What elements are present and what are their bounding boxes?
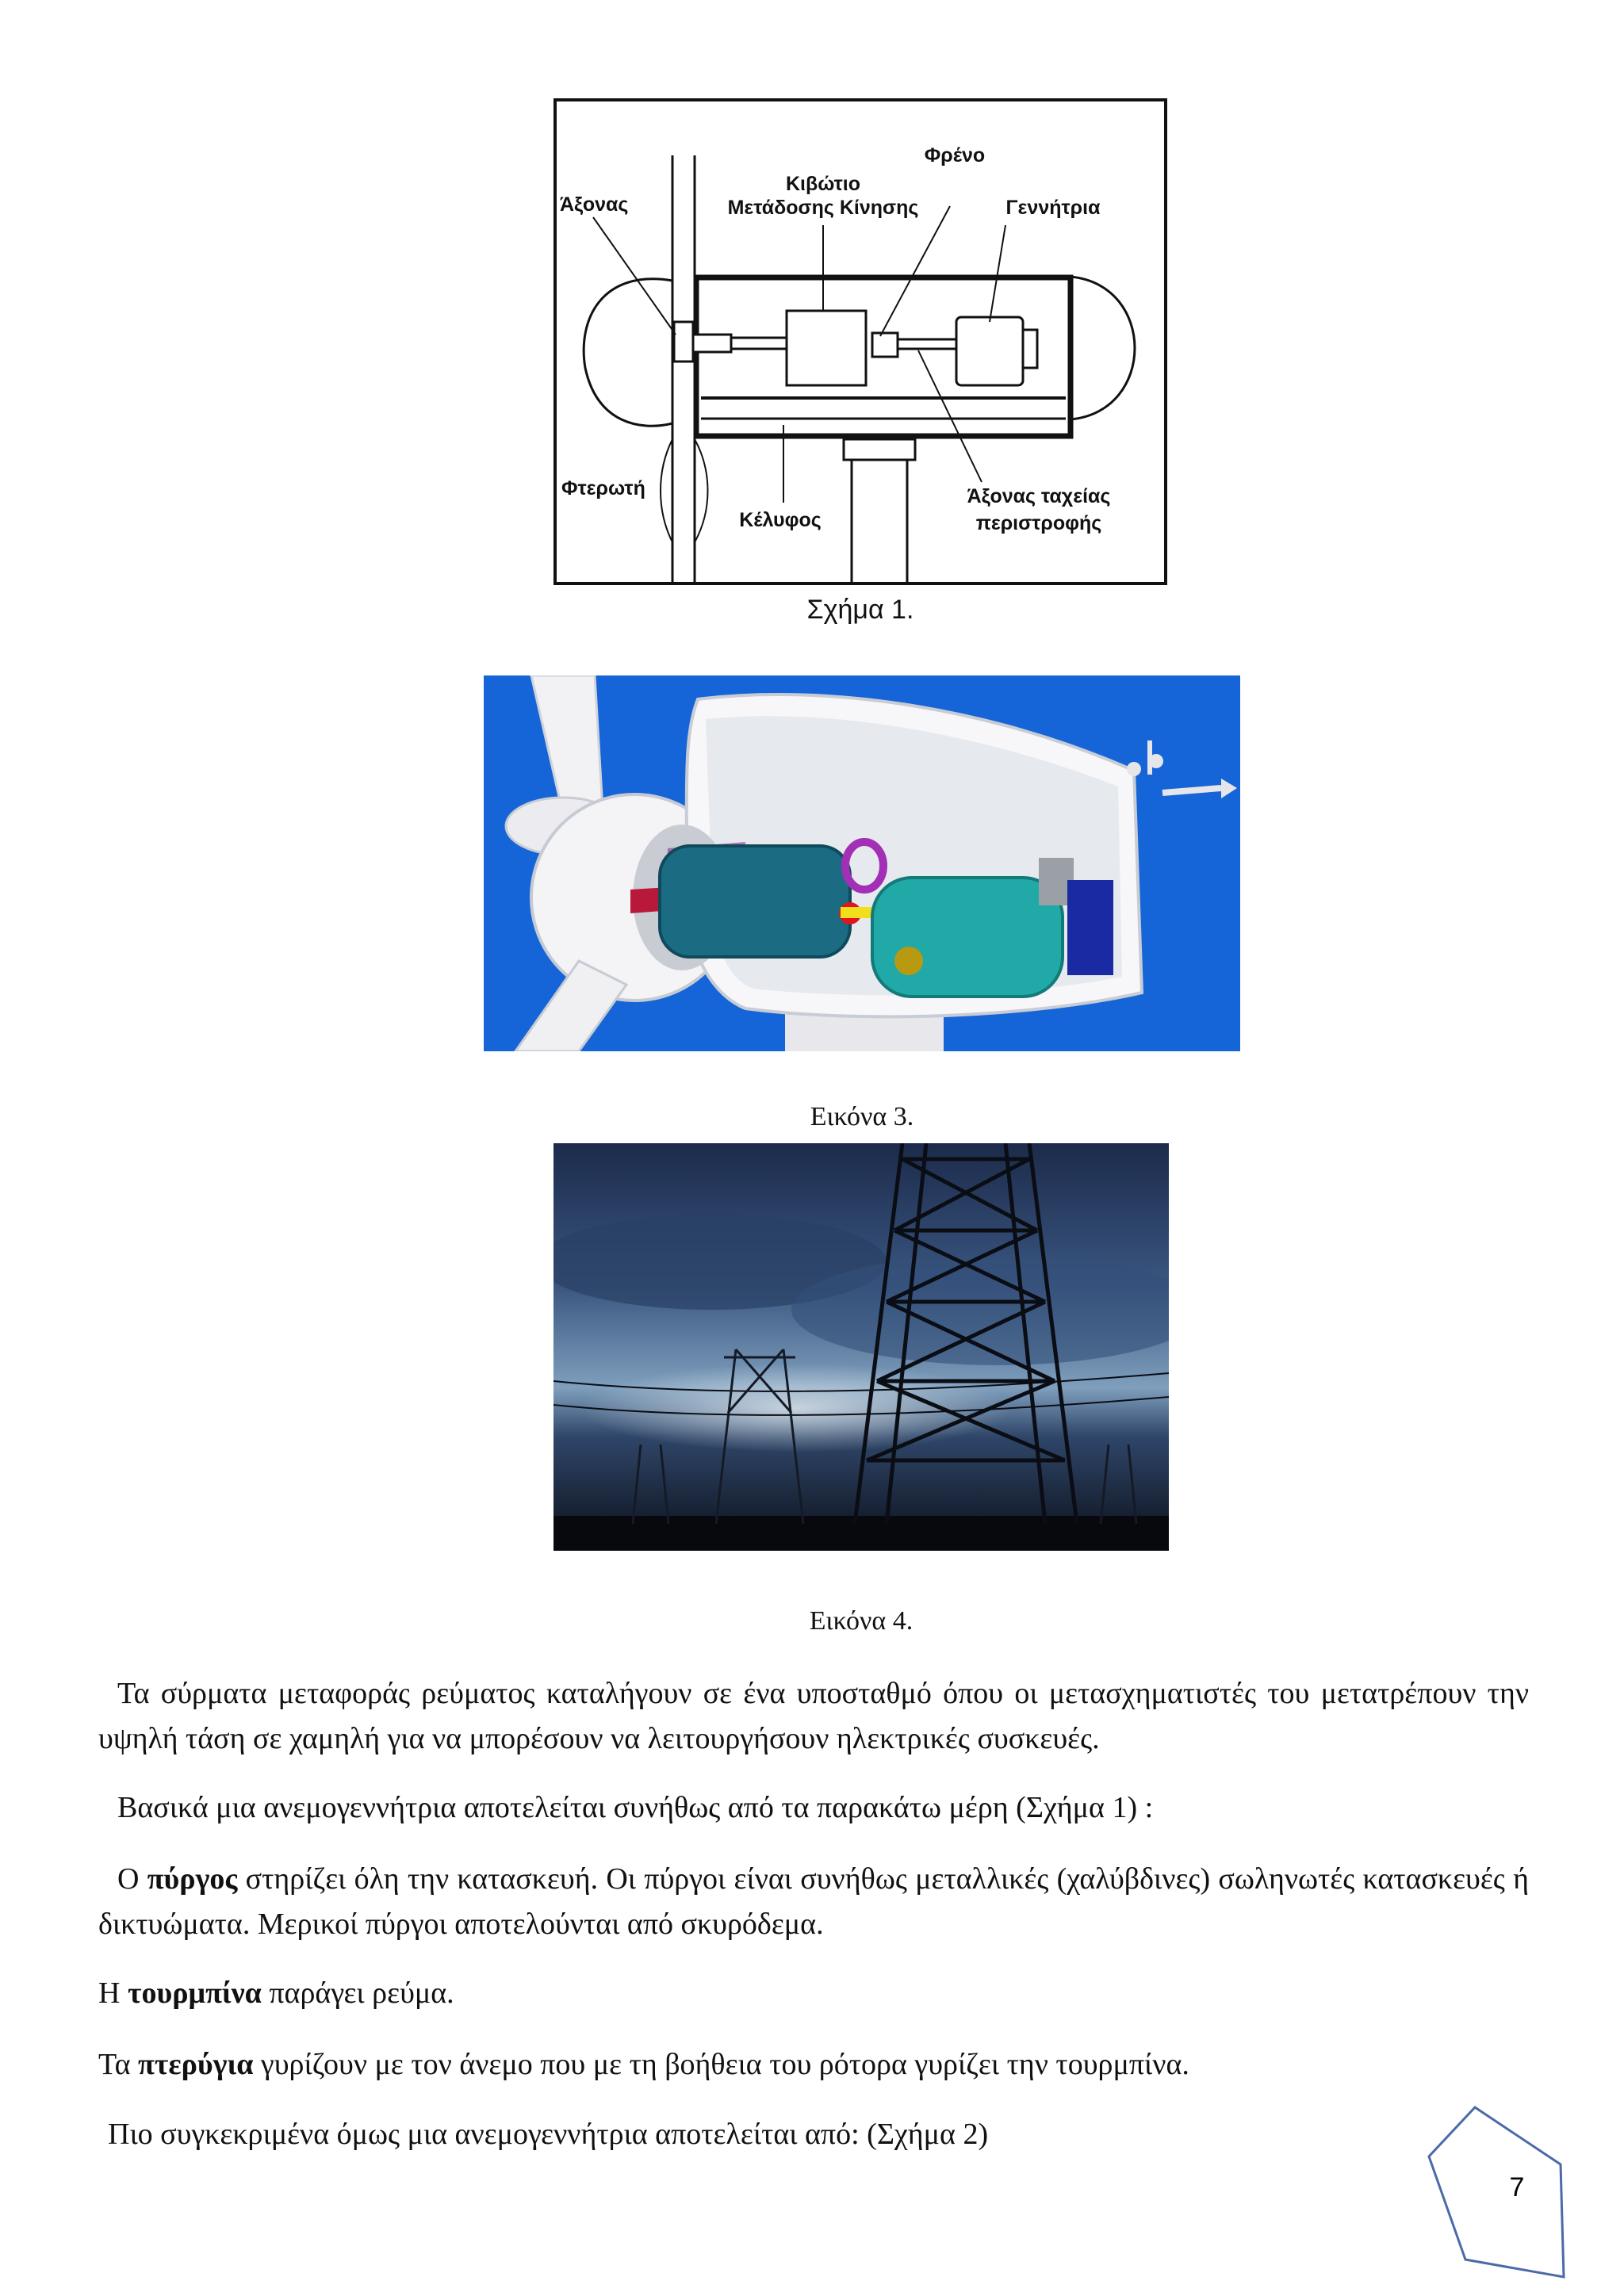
term-tower: πύργος	[147, 1862, 238, 1896]
paragraph-detailed-parts: Πιο συγκεκριμένα όμως μια ανεμογεννήτρια αποτελείται από: (Σχήμα 2)	[108, 2118, 989, 2151]
label-fast-axis-1: Άξονας ταχείας	[967, 485, 1111, 507]
figure-1-diagram	[553, 98, 1167, 585]
label-generator: Γεννήτρια	[1005, 197, 1101, 219]
figure-3-illustration	[484, 675, 1240, 1051]
figure-3-caption: Εικόνα 3.	[810, 1102, 914, 1131]
paragraph-basic-parts: Βασικά μια ανεμογεννήτρια αποτελείται συνήθως από τα παρακάτω μέρη (Σχήμα 1) :	[117, 1791, 1154, 1824]
page-number: 7	[1509, 2172, 1525, 2202]
label-axis: Άξονας	[560, 193, 629, 216]
paragraph-turbine: Η τουρμπίνα παράγει ρεύμα.	[98, 1976, 454, 2010]
paragraph-blades: Τα πτερύγια γυρίζουν με τον άνεμο που με τη βοήθεια του ρότορα γυρίζει την τουρμπίνα.	[98, 2048, 1189, 2081]
figure-4-caption: Εικόνα 4.	[809, 1606, 914, 1636]
label-gearbox-1: Κιβώτιο	[785, 173, 861, 195]
figure-1-caption: Σχήμα 1.	[806, 595, 914, 625]
label-housing: Κέλυφος	[739, 509, 822, 531]
paragraph-tower: Ο πύργος στηρίζει όλη την κατασκευή. Οι πύργοι είναι συνήθως μεταλλικές (χαλύβδινες) σωληνωτές κατασκευές ή δικτυώματα. Μερικοί πύργοι αποτελούνται από σκυρόδεμα.	[98, 1862, 1529, 1941]
term-turbine: τουρμπίνα	[127, 1976, 262, 2010]
figure-4-photo	[553, 1143, 1169, 1551]
paragraph-substation: Τα σύρματα μεταφοράς ρεύματος καταλήγουν σε ένα υποσταθμό όπου οι μετασχηματιστές του μετατρέπουν την υψηλή τάση σε χαμηλή για να μπορέσουν να λειτουργήσουν ηλεκτρικές συσκευές.	[98, 1677, 1529, 1755]
label-fast-axis-2: περιστροφής	[975, 512, 1102, 534]
label-gearbox-2: Μετάδοσης Κίνησης	[727, 197, 919, 219]
label-blade: Φτερωτή	[561, 477, 645, 499]
label-brake: Φρένο	[924, 144, 986, 166]
page-number-badge	[1427, 2101, 1570, 2283]
term-blades: πτερύγια	[138, 2048, 254, 2081]
